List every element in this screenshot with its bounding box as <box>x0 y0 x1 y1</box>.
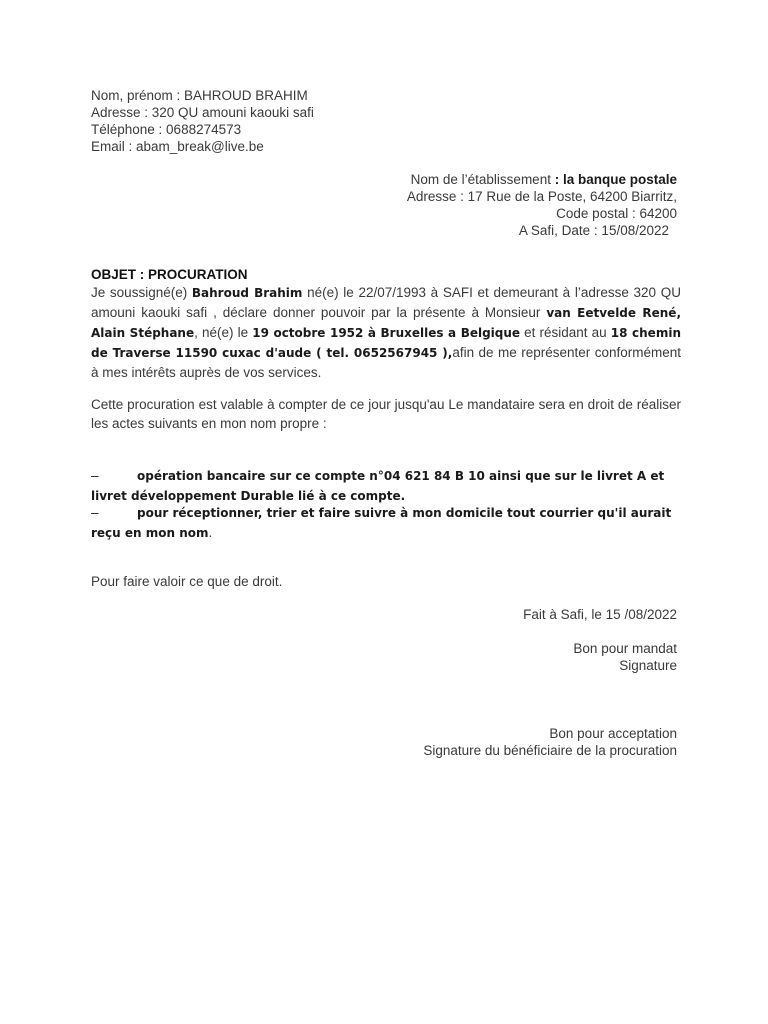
list-dash: – <box>91 505 99 520</box>
acceptance-signature: Signature du bénéficiaire de la procuration <box>423 743 677 758</box>
recipient-place-date: A Safi, Date : 15/08/2022 <box>518 223 669 238</box>
establishment-label: Nom de l’établissement <box>410 172 555 187</box>
list-dash: – <box>91 468 99 483</box>
list-item-text: opération bancaire sur ce compte n°04 621 84 B 10 ainsi que sur le livret A et livret développement Durable lié à ce compte. <box>91 469 665 503</box>
mandate-block <box>573 640 677 674</box>
p1-text-d: et résidant au <box>520 325 611 340</box>
body-paragraph-1 <box>91 283 681 382</box>
list-item-text: pour réceptionner, trier et faire suivre à mon domicile tout courrier qu'il aurait reçu en mon nom <box>91 506 672 540</box>
acceptance-line-1: Bon pour acceptation <box>549 726 677 741</box>
list-item-tail: . <box>208 525 213 540</box>
p1-text-c: , né(e) le <box>194 325 253 340</box>
acceptance-block <box>423 725 677 759</box>
recipient-block <box>407 171 677 239</box>
recipient-postal-code: Code postal : 64200 <box>556 206 677 221</box>
agent-name: van Eetvelde René, Alain Stéphane <box>91 306 682 340</box>
body-paragraph-2: Cette procuration est valable à compter de ce jour jusqu'au Le mandataire sera en droit de réaliser les actes suivants en mon nom propre : <box>91 397 681 431</box>
object-heading: OBJET : PROCURATION <box>91 267 248 282</box>
p1-text-a: Je soussigné(e) <box>91 285 192 300</box>
recipient-establishment <box>407 171 677 188</box>
mandate-signature: Signature <box>619 658 677 673</box>
list-item <box>91 466 681 506</box>
list-item <box>91 503 681 543</box>
sender-phone: Téléphone : 0688274573 <box>91 122 242 137</box>
establishment-name: : la banque postale <box>554 172 677 187</box>
closing-sentence: Pour faire valoir ce que de droit. <box>91 574 283 589</box>
p1-text-e: afin de me représenter conformément à mes intérêts auprès de vos services. <box>91 345 681 380</box>
sender-block <box>91 87 314 155</box>
principal-name: Bahroud Brahim <box>191 286 303 300</box>
recipient-address: Adresse : 17 Rue de la Poste, 64200 Biarritz, <box>406 189 677 204</box>
agent-birth: 19 octobre 1952 à Bruxelles a Belgique <box>252 326 521 340</box>
agent-residence: 18 chemin de Traverse 11590 cuxac d'aude ( tel. 0652567945 ), <box>91 326 681 360</box>
p1-text-b: né(e) le 22/07/1993 à SAFI et demeurant à l’adresse 320 QU amouni kaouki safi , déclare donner pouvoir par la présente à Monsieur <box>91 285 681 320</box>
sender-email: Email : abam_break@live.be <box>91 139 264 154</box>
sender-address: Adresse : 320 QU amouni kaouki safi <box>91 105 314 120</box>
mandate-line-1: Bon pour mandat <box>573 641 677 656</box>
done-at: Fait à Safi, le 15 /08/2022 <box>523 607 677 622</box>
sender-name: Nom, prénom : BAHROUD BRAHIM <box>91 88 308 103</box>
